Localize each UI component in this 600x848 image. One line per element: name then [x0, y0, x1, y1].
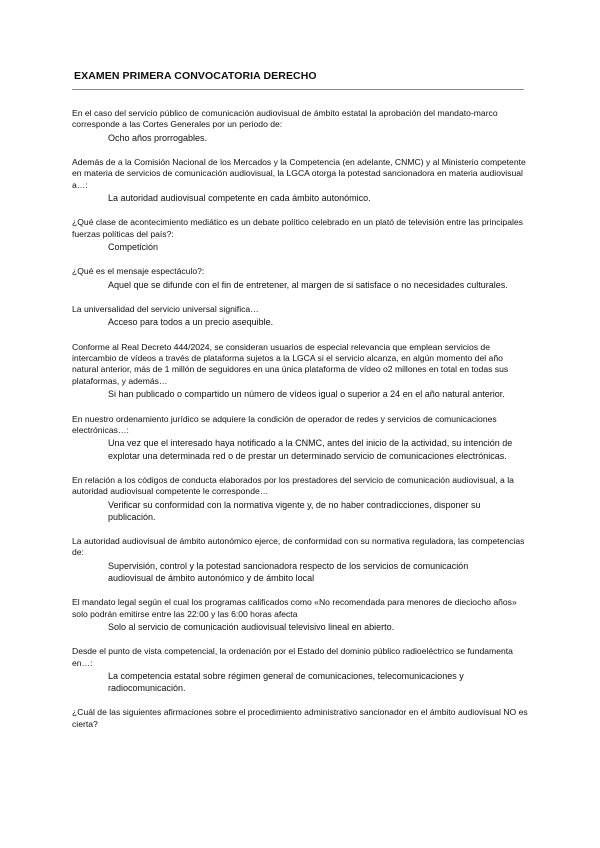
- question-text: Conforme al Real Decreto 444/2024, se consideran usuarios de especial relevancia que emplean servicios de intercambio de vídeos a través de plataforma sujetos a la LGCA si el servicio alcanza, en algún momento del año natural anterior, más de 1 millón de seguidores en una única plataforma de vídeo o2 millones en total en todas sus plataformas, y además…: [72, 341, 509, 386]
- question-block: [72, 707, 528, 730]
- question-block: [72, 304, 528, 329]
- document-title: EXAMEN PRIMERA CONVOCATORIA DERECHO: [74, 70, 317, 82]
- question-block: [72, 597, 528, 633]
- answer-text: Aquel que se difunde con el fin de entretener, al margen de si satisface o no necesidades culturales.: [108, 279, 508, 290]
- question-block: [72, 108, 528, 144]
- answer-text: Supervisión, control y la potestad sancionadora respecto de los servicios de comunicación audiovisual de ámbito autonómico y de ámbito local: [108, 560, 469, 583]
- question-text: Desde el punto de vista competencial, la ordenación por el Estado del dominio público radioeléctrico se fundamenta en…:: [72, 646, 513, 668]
- question-block: [72, 266, 528, 291]
- answer-text: Si han publicado o compartido un número de vídeos igual o superior a 24 en el año natural anterior.: [108, 389, 505, 400]
- answer-text: Acceso para todos a un precio asequible.: [108, 317, 274, 328]
- question-block: [72, 157, 528, 204]
- answer-text: La autoridad audiovisual competente en cada ámbito autonómico.: [108, 193, 371, 204]
- answer-text: Competición: [108, 242, 159, 253]
- answer-text: La competencia estatal sobre régimen general de comunicaciones, telecomunicaciones y radiocomunicación.: [108, 670, 464, 694]
- question-block: [72, 414, 528, 462]
- question-text: La autoridad audiovisual de ámbito autonómico ejerce, de conformidad con su normativa reguladora, las competencias de:: [72, 535, 525, 558]
- question-block: [72, 217, 528, 253]
- question-text: En el caso del servicio público de comunicación audiovisual de ámbito estatal la aprobación del mandato-marco corresponde a las Cortes Generales por un periodo de:: [72, 108, 498, 130]
- question-block: [72, 536, 528, 584]
- answer-text: Verificar su conformidad con la normativa vigente y, de no haber contradicciones, disponer su publicación.: [108, 499, 481, 522]
- question-text: El mandato legal según el cual los programas calificados como «No recomendada para menores de dieciocho años» solo podrán emitirse entre las 22:00 y las 6:00 horas afecta: [72, 597, 517, 619]
- question-text: Además de a la Comisión Nacional de los Mercados y la Competencia (en adelante, CNMC) y al Ministerio competente en materia de servicios de comunicación audiovisual, la LGCA otorga la potestad sancionadora en materia audiovisual a…:: [72, 157, 526, 190]
- question-text: ¿Qué es el mensaje espectáculo?:: [72, 266, 205, 277]
- title-divider: [72, 89, 524, 90]
- question-text: En nuestro ordenamiento jurídico se adquiere la condición de operador de redes y servicios de comunicaciones electrónicas…:: [72, 413, 497, 435]
- question-block: [72, 646, 528, 694]
- answer-text: Una vez que el interesado haya notificado a la CNMC, antes del inicio de la actividad, su intención de explotar una determinada red o de prestar un determinado servicio de comunicaciones electrónicas.: [108, 438, 513, 461]
- question-text: ¿Qué clase de acontecimiento mediático es un debate político celebrado en un plató de televisión entre las principales fuerzas políticas del país?:: [72, 217, 523, 239]
- question-text: En relación a los códigos de conducta elaborados por los prestadores del servicio de comunicación audiovisual, a la autoridad audiovisual competente le corresponde…: [72, 474, 514, 497]
- question-list: [72, 108, 528, 730]
- question-block: [72, 475, 528, 523]
- answer-text: Solo al servicio de comunicación audiovisual televisivo lineal en abierto.: [108, 621, 395, 632]
- question-block: [72, 342, 528, 401]
- answer-text: Ocho años prorrogables.: [108, 132, 208, 143]
- question-text: La universalidad del servicio universal significa…: [72, 304, 259, 315]
- question-text: ¿Cuál de las siguientes afirmaciones sobre el procedimiento administrativo sancionador en el ámbito audiovisual NO es cierta?: [72, 707, 528, 729]
